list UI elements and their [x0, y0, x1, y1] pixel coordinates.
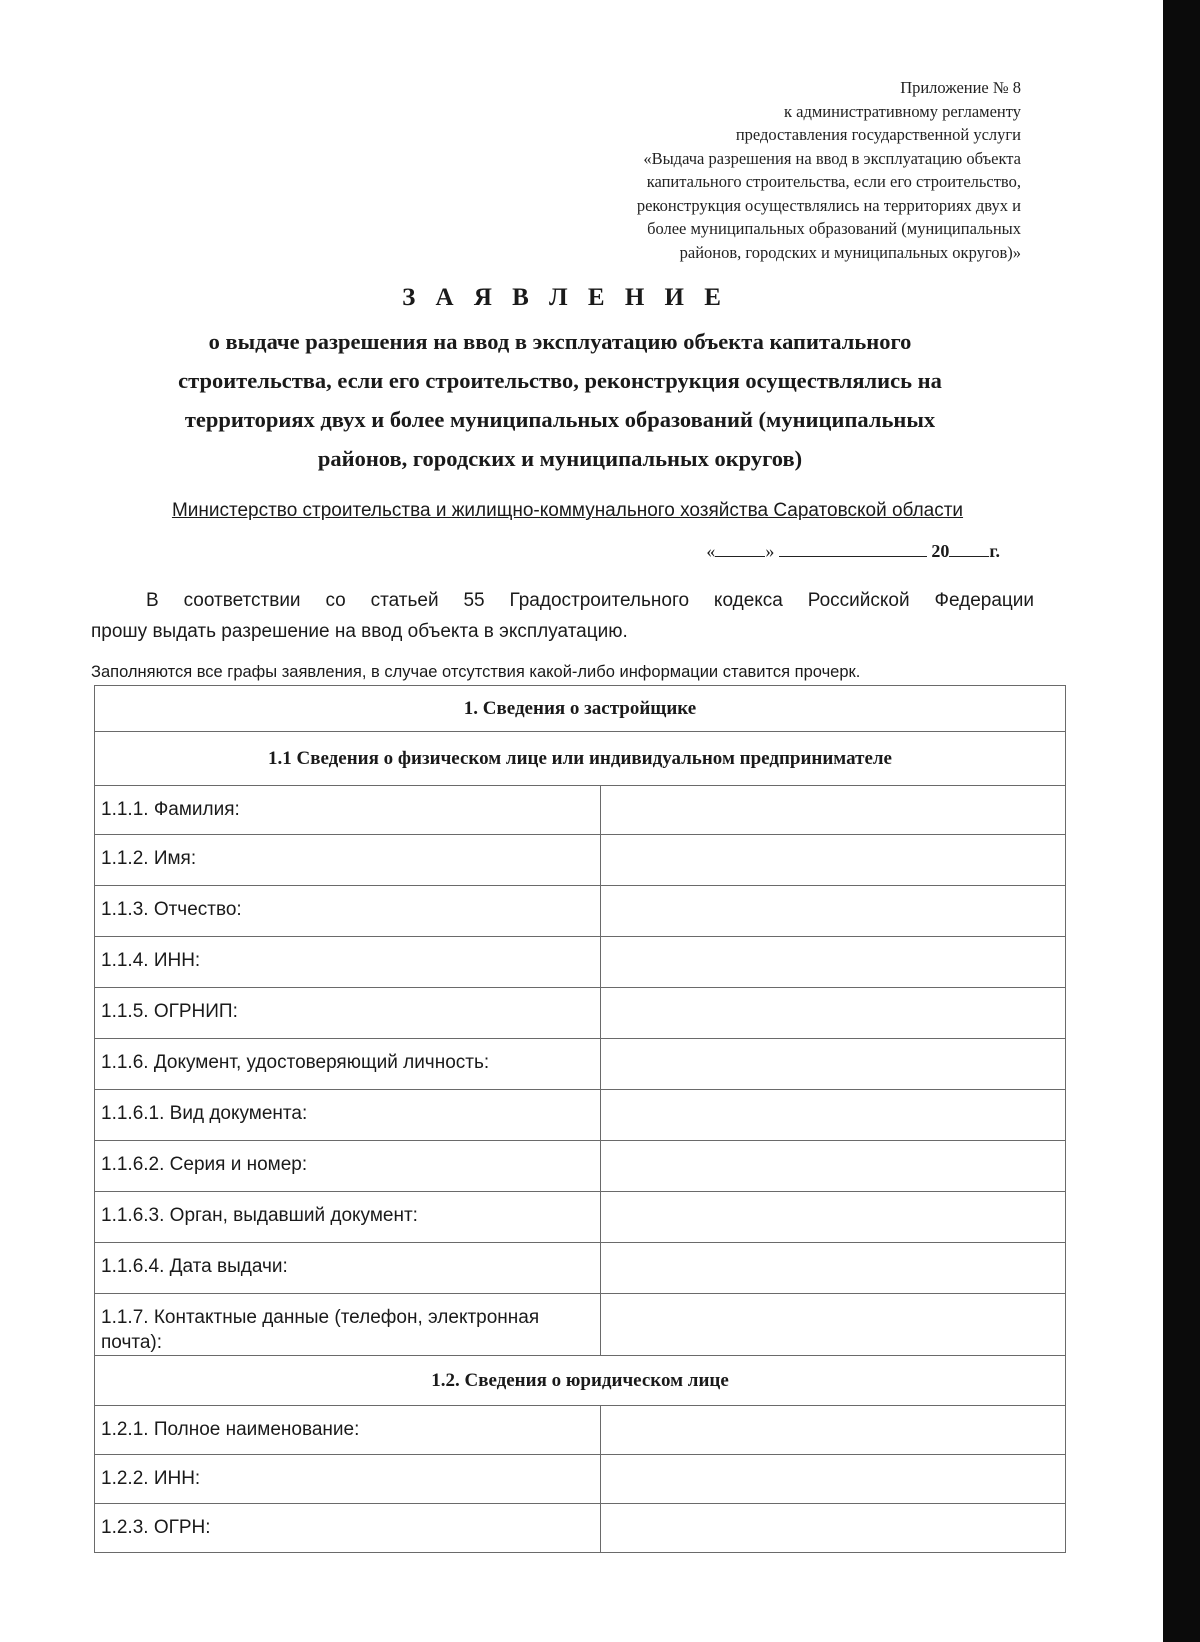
field-value-cell[interactable]	[601, 886, 1066, 937]
year-blank[interactable]	[949, 540, 989, 557]
field-value-cell[interactable]	[601, 1192, 1066, 1243]
table-row	[95, 1141, 1066, 1192]
field-value-cell[interactable]	[601, 988, 1066, 1039]
section-row	[95, 686, 1066, 732]
appendix-line: районов, городских и муниципальных округов)»	[679, 242, 1021, 262]
table-row	[95, 1039, 1066, 1090]
field-value-cell[interactable]	[601, 1455, 1066, 1504]
section-heading: 1.1 Сведения о физическом лице или индивидуальном предпринимателе	[95, 732, 1066, 786]
section-heading: 1.2. Сведения о юридическом лице	[95, 1356, 1066, 1406]
fill-note: Заполняются все графы заявления, в случае отсутствия какой-либо информации ставится прочерк.	[91, 663, 861, 681]
appendix-line: Приложение № 8	[900, 78, 1021, 97]
subtitle-line: о выдаче разрешения на ввод в эксплуатацию объекта капитального	[208, 329, 912, 354]
field-value-cell[interactable]	[601, 1141, 1066, 1192]
date-open-quote: «	[706, 541, 716, 561]
table-row	[95, 1243, 1066, 1294]
appendix-line: «Выдача разрешения на ввод в эксплуатацию объекта	[643, 148, 1021, 168]
table-row	[95, 1504, 1066, 1553]
section-row	[95, 1356, 1066, 1406]
ministry-name: Министерство строительства и жилищно-коммунального хозяйства Саратовской области	[171, 500, 964, 521]
table-row	[95, 1090, 1066, 1141]
field-label: 1.2.3. ОГРН:	[95, 1504, 601, 1553]
document-subtitle	[60, 322, 1060, 478]
field-label: 1.1.7. Контактные данные (телефон, электронная почта):	[95, 1294, 601, 1356]
field-value-cell[interactable]	[601, 1294, 1066, 1356]
field-label: 1.1.6.3. Орган, выдавший документ:	[95, 1192, 601, 1243]
field-label: 1.1.3. Отчество:	[95, 886, 601, 937]
field-label: 1.1.6. Документ, удостоверяющий личность:	[95, 1039, 601, 1090]
table-row	[95, 835, 1066, 886]
table-row	[95, 988, 1066, 1039]
subtitle-line: территориях двух и более муниципальных образований (муниципальных	[184, 407, 936, 432]
document-title: З А Я В Л Е Н И Е	[402, 284, 728, 311]
field-value-cell[interactable]	[601, 1504, 1066, 1553]
field-label: 1.1.4. ИНН:	[95, 937, 601, 988]
table-row	[95, 786, 1066, 835]
field-label: 1.1.6.1. Вид документа:	[95, 1090, 601, 1141]
intro-line: прошу выдать разрешение на ввод объекта в эксплуатацию.	[91, 621, 628, 642]
month-blank[interactable]	[779, 540, 927, 557]
field-value-cell[interactable]	[601, 835, 1066, 886]
intro-paragraph	[91, 585, 1034, 647]
field-label: 1.1.1. Фамилия:	[95, 786, 601, 835]
field-label: 1.1.6.2. Серия и номер:	[95, 1141, 601, 1192]
day-blank[interactable]	[715, 540, 765, 557]
subtitle-line: районов, городских и муниципальных округов)	[317, 446, 803, 471]
scan-edge	[1163, 0, 1200, 1642]
table-row	[95, 1406, 1066, 1455]
section-row	[95, 732, 1066, 786]
date-close-quote: »	[765, 541, 775, 561]
appendix-header	[461, 76, 1021, 264]
field-label: 1.1.2. Имя:	[95, 835, 601, 886]
year-prefix: 20	[931, 541, 950, 561]
date-line	[706, 540, 1000, 562]
table-row	[95, 1455, 1066, 1504]
field-label: 1.1.5. ОГРНИП:	[95, 988, 601, 1039]
intro-line: В соответствии со статьей 55 Градостроительного кодекса Российской Федерации	[146, 590, 1034, 611]
field-label: 1.2.2. ИНН:	[95, 1455, 601, 1504]
field-value-cell[interactable]	[601, 1039, 1066, 1090]
field-value-cell[interactable]	[601, 1090, 1066, 1141]
year-suffix: г.	[989, 541, 1000, 561]
appendix-line: капитального строительства, если его строительство,	[646, 172, 1021, 191]
applicant-form-table	[94, 685, 1066, 1553]
field-value-cell[interactable]	[601, 1406, 1066, 1455]
field-value-cell[interactable]	[601, 937, 1066, 988]
subtitle-line: строительства, если его строительство, реконструкция осуществлялись на	[178, 368, 942, 393]
field-label: 1.2.1. Полное наименование:	[95, 1406, 601, 1455]
table-row	[95, 886, 1066, 937]
appendix-line: к административному регламенту	[784, 101, 1021, 121]
field-value-cell[interactable]	[601, 1243, 1066, 1294]
field-value-cell[interactable]	[601, 786, 1066, 835]
section-heading: 1. Сведения о застройщике	[95, 686, 1066, 732]
appendix-line: предоставления государственной услуги	[735, 125, 1021, 144]
table-row	[95, 937, 1066, 988]
appendix-line: реконструкция осуществлялись на территориях двух и	[636, 195, 1021, 215]
table-row	[95, 1192, 1066, 1243]
field-label: 1.1.6.4. Дата выдачи:	[95, 1243, 601, 1294]
appendix-line: более муниципальных образований (муниципальных	[647, 219, 1021, 238]
table-row	[95, 1294, 1066, 1356]
